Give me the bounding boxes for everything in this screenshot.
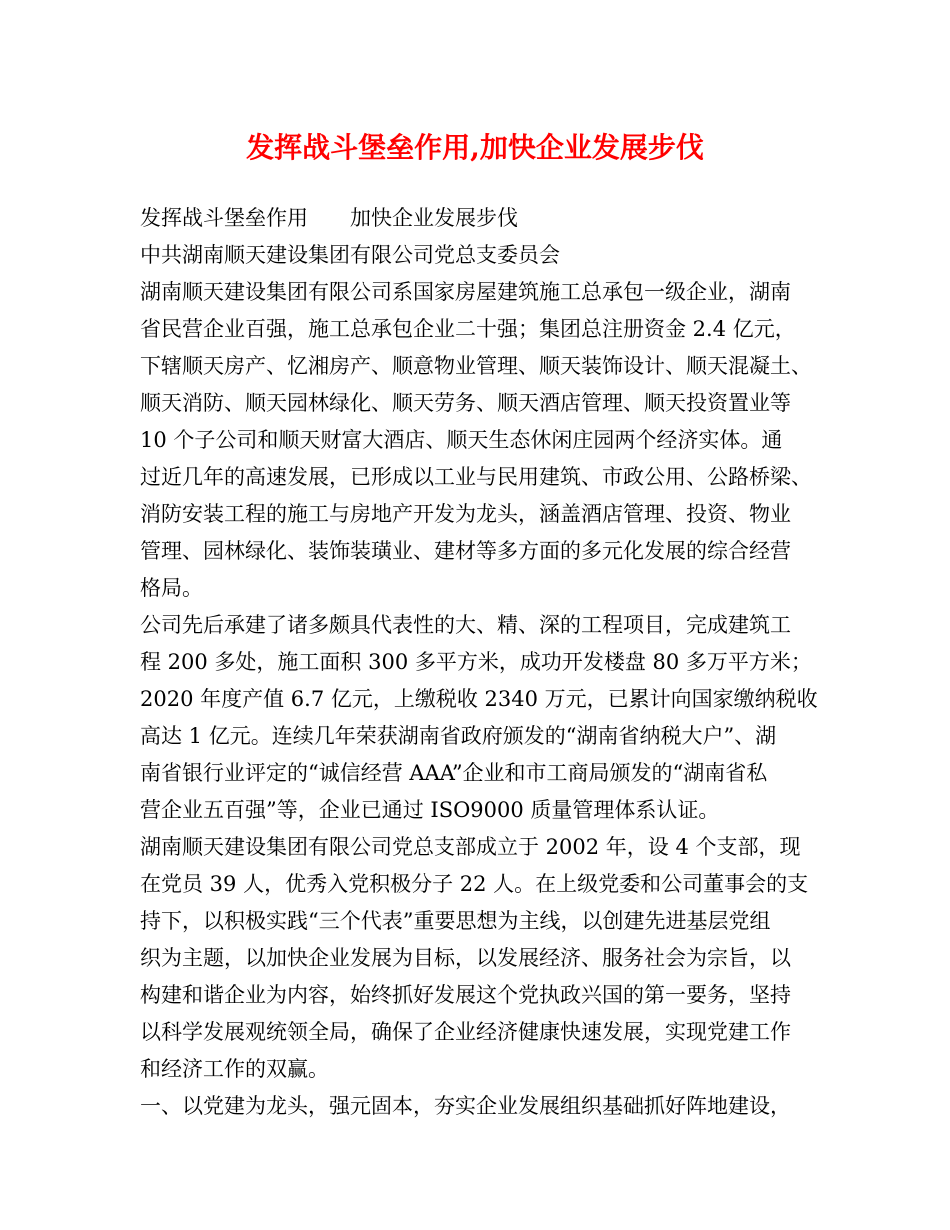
body-line: 省民营企业百强，施工总承包企业二十强；集团总注册资金 2.4 亿元， [140,317,796,341]
body-line: 湖南顺天建设集团有限公司系国家房屋建筑施工总承包一级企业，湖南 [140,280,791,304]
subtitle-line: 发挥战斗堡垒作用 加快企业发展步伐 [140,206,518,230]
document-body [140,200,830,1125]
section-heading-line: 一、以党建为龙头，强元固本，夯实企业发展组织基础抓好阵地建设， [140,1094,791,1118]
body-line: 营企业五百强”等，企业已通过 ISO9000 质量管理体系认证。 [140,798,720,822]
author-line: 中共湖南顺天建设集团有限公司党总支委员会 [140,243,560,267]
body-line: 高达 1 亿元。连续几年荣获湖南省政府颁发的“湖南省纳税大户”、湖 [140,724,777,748]
body-line: 程 200 多处，施工面积 300 多平方米，成功开发楼盘 80 多万平方米； [140,650,812,674]
body-line: 格局。 [140,576,203,600]
body-line: 织为主题，以加快企业发展为目标，以发展经济、服务社会为宗旨，以 [140,946,791,970]
body-line: 和经济工作的双赢。 [140,1057,329,1081]
body-line: 南省银行业评定的“诚信经营 AAA”企业和市工商局颁发的“湖南省私 [140,761,768,785]
body-line: 公司先后承建了诸多颇具代表性的大、精、深的工程项目，完成建筑工 [140,613,791,637]
body-line: 湖南顺天建设集团有限公司党总支部成立于 2002 年，设 4 个支部，现 [140,835,801,859]
body-line: 10 个子公司和顺天财富大酒店、顺天生态休闲庄园两个经济实体。通 [140,428,783,452]
body-line: 消防安装工程的施工与房地产开发为龙头，涵盖酒店管理、投资、物业 [140,502,791,526]
body-line: 下辖顺天房产、忆湘房产、顺意物业管理、顺天装饰设计、顺天混凝土、 [140,354,812,378]
body-line: 2020 年度产值 6.7 亿元，上缴税收 2340 万元，已累计向国家缴纳税收 [140,687,818,711]
document-title: 发挥战斗堡垒作用,加快企业发展步伐 [246,131,704,164]
body-line: 以科学发展观统领全局，确保了企业经济健康快速发展，实现党建工作 [140,1020,791,1044]
body-line: 构建和谐企业为内容，始终抓好发展这个党执政兴国的第一要务，坚持 [140,983,791,1007]
body-line: 过近几年的高速发展，已形成以工业与民用建筑、市政公用、公路桥梁、 [140,465,812,489]
body-line: 顺天消防、顺天园林绿化、顺天劳务、顺天酒店管理、顺天投资置业等 [140,391,791,415]
body-line: 持下，以积极实践“三个代表”重要思想为主线，以创建先进基层党组 [140,909,771,933]
body-line: 管理、园林绿化、装饰装璜业、建材等多方面的多元化发展的综合经营 [140,539,791,563]
body-line: 在党员 39 人，优秀入党积极分子 22 人。在上级党委和公司董事会的支 [140,872,809,896]
